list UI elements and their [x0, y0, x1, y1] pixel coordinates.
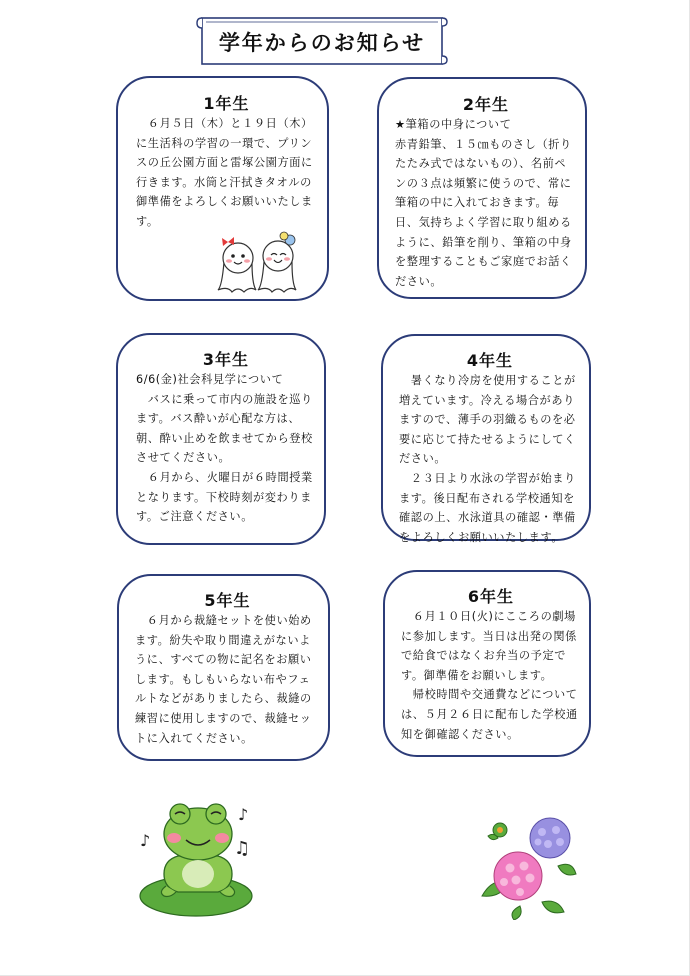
grade-6-heading: 6年生	[467, 587, 515, 606]
grade-3-card	[116, 333, 326, 545]
grade-3-text: 6/6(金)社会科見学について バスに乗って市内の施設を巡ります。バス酔いが心配な方は、朝、酔い止めを飲ませてから登校させてください。 ６月から、火曜日が６時間授業となります。下校時刻が変わります。ご注意ください。	[136, 373, 313, 524]
teru-teru-left	[218, 237, 256, 292]
grade-4-text: 暑くなり冷房を使用することが増えています。冷える場合がありますので、薄手の羽織るものを必要に応じて持たせるようにしてください。 ２３日より水泳の学習が始まります。後日配布される学校通知を確認の上、水泳道具の確認・準備をよろしくお願いいたします。	[399, 374, 576, 544]
grade-1-text: ６月５日（木）と１９日（木）に生活科の学習の一環で、プリンスの丘公園方面と雷塚公園方面に行きます。水筒と汗拭きタオルの御準備をよろしくお願いいたします。	[136, 117, 313, 228]
grade-6-text: ６月１０日(火)にこころの劇場に参加します。当日は出発の関係で給食ではなくお弁当の予定です。御準備をお願いします。 帰校時間や交通費などについては、５月２６日に配布した学校通知を御確認ください。	[401, 610, 578, 741]
teru-teru-right	[258, 232, 296, 292]
grade-5-heading: 5年生	[204, 591, 251, 610]
grade-5-text: ６月から裁縫セットを使い始めます。紛失や取り間違えがないように、すべての物に記名をお願いします。もしもいらない布やフェルトなどがありましたら、裁縫の練習に使用しますので、裁縫セットに入れてください。	[135, 614, 312, 745]
grade-2-text: ★筆箱の中身について 赤青鉛筆、１５㎝ものさし（折りたたみ式ではないもの）、名前ペンの３点は頻繁に使うので、常に筆箱の中に入れておきます。毎日、気持ちよく学習に取り組めるように、鉛筆を削り、筆箱の中身を整理することもご家庭でお話ください。	[395, 118, 572, 288]
svg-text:♪: ♪	[238, 805, 249, 824]
title-banner	[196, 14, 448, 68]
grade-1-heading: 1年生	[203, 94, 250, 113]
grade-4-heading: 4年生	[466, 351, 514, 370]
grade-5-card	[117, 574, 330, 761]
svg-text:♫: ♫	[234, 838, 251, 859]
frog-illustration	[138, 800, 258, 920]
grade-2-card	[377, 77, 587, 299]
grade-4-card	[381, 334, 591, 544]
svg-text:♪: ♪	[140, 831, 151, 850]
grade-2-heading: 2年生	[462, 95, 510, 114]
hydrangea-illustration	[470, 810, 580, 920]
page-title: 学年からのお知らせ	[218, 31, 426, 55]
grade-3-heading: 3年生	[202, 350, 250, 369]
grade-6-card	[383, 570, 591, 757]
teru-teru-bozu-illustration	[214, 228, 304, 296]
